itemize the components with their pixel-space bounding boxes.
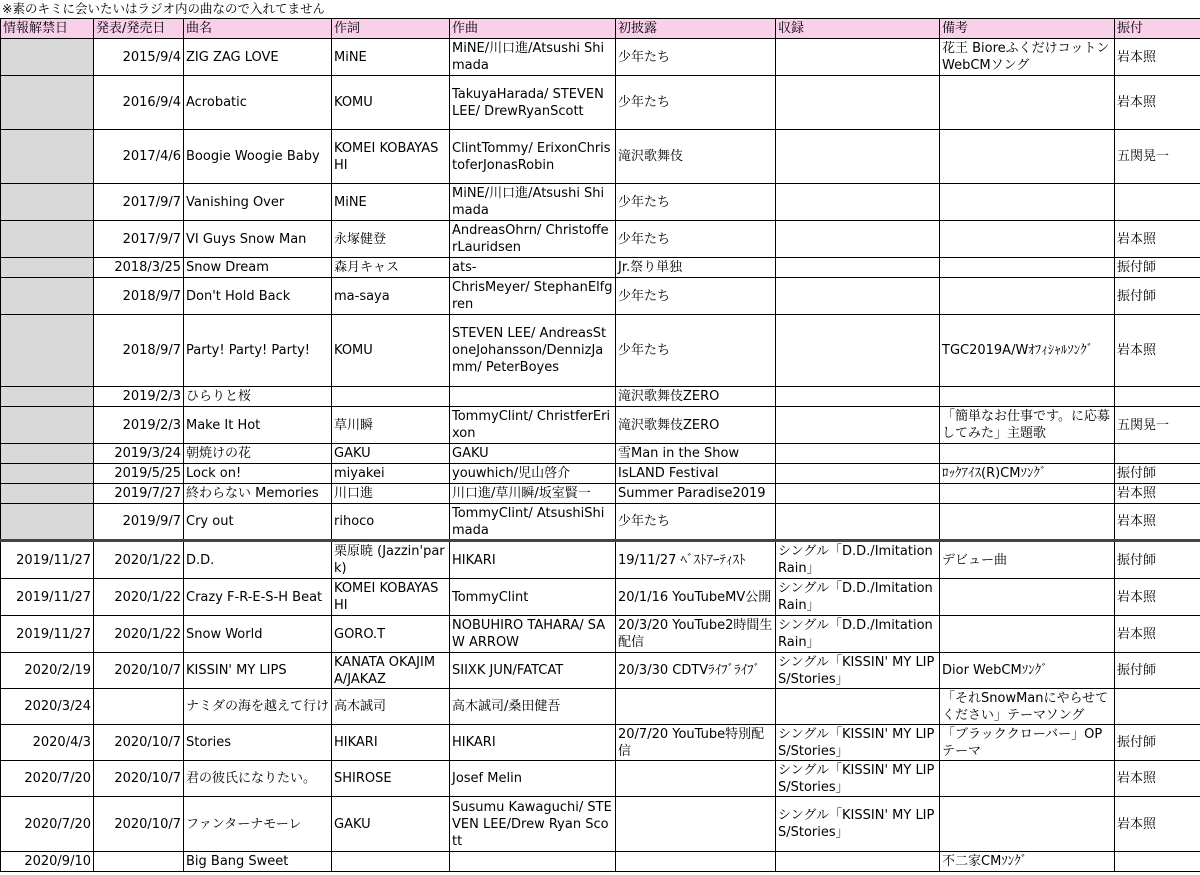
cell-release: 2020/10/7 — [94, 725, 184, 761]
cell-lyrics: 森月キャス — [332, 258, 450, 278]
cell-debut: 少年たち — [616, 184, 776, 221]
cell-composer: MiNE/川口進/Atsushi Shimada — [450, 39, 616, 76]
cell-debut: 少年たち — [616, 278, 776, 315]
table-row — [1, 616, 1200, 653]
cell-choreo: 振付師 — [1115, 653, 1200, 689]
cell-release: 2015/9/4 — [94, 39, 184, 76]
cell-release: 2020/1/22 — [94, 541, 184, 579]
cell-composer: GAKU — [450, 444, 616, 464]
cell-debut: 雪Man in the Show — [616, 444, 776, 464]
cell-debut: 少年たち — [616, 221, 776, 258]
cell-debut — [616, 797, 776, 852]
cell-recording: シングル「D.D./Imitation Rain」 — [776, 616, 940, 653]
cell-lyrics: KOMU — [332, 76, 450, 130]
cell-lyrics: MiNE — [332, 184, 450, 221]
cell-release: 2018/9/7 — [94, 315, 184, 387]
cell-info: 2019/11/27 — [1, 579, 94, 616]
table-row — [1, 315, 1200, 387]
cell-notes: 不二家CMｿﾝｸﾞ — [940, 852, 1115, 872]
cell-release: 2019/9/7 — [94, 504, 184, 541]
cell-choreo — [1115, 852, 1200, 872]
cell-composer: NOBUHIRO TAHARA/ SAW ARROW — [450, 616, 616, 653]
cell-debut: 少年たち — [616, 76, 776, 130]
cell-recording — [776, 387, 940, 407]
cell-title: 終わらない Memories — [184, 484, 332, 504]
cell-title: Boogie Woogie Baby — [184, 130, 332, 184]
cell-info: 2020/7/20 — [1, 761, 94, 797]
table-row — [1, 130, 1200, 184]
table-row — [1, 761, 1200, 797]
cell-title: KISSIN' MY LIPS — [184, 653, 332, 689]
footnote: ※素のキミに会いたいはラジオ内の曲なので入れてません — [2, 1, 325, 16]
header-release-date: 発表/発売日 — [94, 19, 184, 39]
cell-lyrics: 川口進 — [332, 484, 450, 504]
cell-choreo: 岩本照 — [1115, 797, 1200, 852]
cell-title: Cry out — [184, 504, 332, 541]
cell-lyrics: KANATA OKAJIMA/JAKAZ — [332, 653, 450, 689]
cell-info: 2020/7/20 — [1, 797, 94, 852]
table-row — [1, 689, 1200, 725]
cell-info — [1, 407, 94, 444]
cell-lyrics — [332, 852, 450, 872]
cell-composer: SIIXK JUN/FATCAT — [450, 653, 616, 689]
cell-recording — [776, 484, 940, 504]
cell-choreo: 振付師 — [1115, 464, 1200, 484]
cell-choreo: 岩本照 — [1115, 39, 1200, 76]
cell-debut — [616, 852, 776, 872]
cell-composer: Josef Melin — [450, 761, 616, 797]
cell-release: 2020/10/7 — [94, 797, 184, 852]
cell-release: 2020/10/7 — [94, 653, 184, 689]
cell-notes: 「簡単なお仕事です。に応募してみた」主題歌 — [940, 407, 1115, 444]
cell-recording: シングル「D.D./Imitation Rain」 — [776, 579, 940, 616]
cell-composer: HIKARI — [450, 541, 616, 579]
cell-lyrics: rihoco — [332, 504, 450, 541]
cell-title: ナミダの海を越えて行け — [184, 689, 332, 725]
cell-composer: ClintTommy/ ErixonChristoferJonasRobin — [450, 130, 616, 184]
cell-release: 2020/1/22 — [94, 579, 184, 616]
cell-recording: シングル「D.D./Imitation Rain」 — [776, 541, 940, 579]
cell-recording: シングル「KISSIN' MY LIPS/Stories」 — [776, 761, 940, 797]
cell-recording — [776, 407, 940, 444]
cell-title: Snow World — [184, 616, 332, 653]
table-row — [1, 541, 1200, 579]
cell-title: 君の彼氏になりたい。 — [184, 761, 332, 797]
cell-choreo: 五関晃一 — [1115, 130, 1200, 184]
cell-lyrics: ma-saya — [332, 278, 450, 315]
cell-debut: 滝沢歌舞伎ZERO — [616, 407, 776, 444]
cell-notes: Dior WebCMｿﾝｸﾞ — [940, 653, 1115, 689]
header-lyrics: 作詞 — [332, 19, 450, 39]
header-title: 曲名 — [184, 19, 332, 39]
cell-lyrics: 草川瞬 — [332, 407, 450, 444]
cell-info — [1, 39, 94, 76]
cell-composer: TakuyaHarada/ STEVEN LEE/ DrewRyanScott — [450, 76, 616, 130]
table-row — [1, 39, 1200, 76]
cell-recording — [776, 221, 940, 258]
cell-choreo: 振付師 — [1115, 541, 1200, 579]
cell-info: 2019/11/27 — [1, 541, 94, 579]
table-row — [1, 484, 1200, 504]
cell-choreo: 振付師 — [1115, 725, 1200, 761]
cell-notes — [940, 76, 1115, 130]
cell-debut: 滝沢歌舞伎 — [616, 130, 776, 184]
cell-title: D.D. — [184, 541, 332, 579]
cell-notes — [940, 797, 1115, 852]
cell-recording — [776, 315, 940, 387]
table-row — [1, 258, 1200, 278]
cell-notes — [940, 484, 1115, 504]
cell-composer — [450, 387, 616, 407]
cell-title: ZIG ZAG LOVE — [184, 39, 332, 76]
cell-lyrics: miyakei — [332, 464, 450, 484]
cell-info — [1, 444, 94, 464]
cell-choreo: 岩本照 — [1115, 504, 1200, 541]
cell-notes: 花王 Bioreふくだけコットン WebCMソング — [940, 39, 1115, 76]
cell-notes — [940, 504, 1115, 541]
cell-release — [94, 689, 184, 725]
cell-composer: AndreasOhrn/ ChristofferLauridsen — [450, 221, 616, 258]
cell-composer: Susumu Kawaguchi/ STEVEN LEE/Drew Ryan Scott — [450, 797, 616, 852]
cell-notes — [940, 130, 1115, 184]
cell-info: 2020/3/24 — [1, 689, 94, 725]
cell-info — [1, 184, 94, 221]
cell-notes — [940, 579, 1115, 616]
table-row — [1, 653, 1200, 689]
cell-notes: TGC2019A/Wｵﾌｨｼｬﾙｿﾝｸﾞ — [940, 315, 1115, 387]
cell-notes: 「それSnowManにやらせてください」テーマソング — [940, 689, 1115, 725]
cell-info: 2019/11/27 — [1, 616, 94, 653]
cell-choreo: 岩本照 — [1115, 315, 1200, 387]
cell-lyrics: 永塚健登 — [332, 221, 450, 258]
cell-debut: 20/7/20 YouTube特別配信 — [616, 725, 776, 761]
table-row — [1, 504, 1200, 541]
cell-choreo: 岩本照 — [1115, 761, 1200, 797]
table-row — [1, 184, 1200, 221]
cell-release: 2019/3/24 — [94, 444, 184, 464]
cell-notes — [940, 761, 1115, 797]
cell-title: Big Bang Sweet — [184, 852, 332, 872]
header-choreo: 振付 — [1115, 19, 1200, 39]
cell-choreo: 振付師 — [1115, 258, 1200, 278]
cell-debut: 少年たち — [616, 504, 776, 541]
cell-debut: 少年たち — [616, 39, 776, 76]
cell-composer: MiNE/川口進/Atsushi Shimada — [450, 184, 616, 221]
cell-recording — [776, 278, 940, 315]
cell-composer — [450, 852, 616, 872]
cell-release: 2016/9/4 — [94, 76, 184, 130]
cell-title: Crazy F-R-E-S-H Beat — [184, 579, 332, 616]
cell-debut: 滝沢歌舞伎ZERO — [616, 387, 776, 407]
cell-notes — [940, 221, 1115, 258]
cell-info — [1, 387, 94, 407]
cell-choreo: 五関晃一 — [1115, 407, 1200, 444]
cell-recording — [776, 184, 940, 221]
cell-lyrics: KOMU — [332, 315, 450, 387]
table-row — [1, 76, 1200, 130]
cell-composer: STEVEN LEE/ AndreasStoneJohansson/DennizJamm/ PeterBoyes — [450, 315, 616, 387]
cell-composer: HIKARI — [450, 725, 616, 761]
table-row — [1, 725, 1200, 761]
cell-debut: IsLAND Festival — [616, 464, 776, 484]
cell-debut: 20/3/20 YouTube2時間生配信 — [616, 616, 776, 653]
cell-choreo — [1115, 387, 1200, 407]
cell-release: 2019/7/27 — [94, 484, 184, 504]
cell-title: Vanishing Over — [184, 184, 332, 221]
cell-title: Acrobatic — [184, 76, 332, 130]
cell-notes: デビュー曲 — [940, 541, 1115, 579]
cell-lyrics — [332, 387, 450, 407]
cell-composer: TommyClint/ ChristferErixon — [450, 407, 616, 444]
table-row — [1, 852, 1200, 872]
cell-composer: 川口進/草川瞬/坂室賢一 — [450, 484, 616, 504]
header-debut: 初披露 — [616, 19, 776, 39]
cell-info — [1, 504, 94, 541]
table-row — [1, 797, 1200, 852]
cell-lyrics: GORO.T — [332, 616, 450, 653]
cell-release: 2017/4/6 — [94, 130, 184, 184]
cell-lyrics: GAKU — [332, 797, 450, 852]
cell-composer: youwhich/児山啓介 — [450, 464, 616, 484]
table-row — [1, 278, 1200, 315]
cell-recording — [776, 504, 940, 541]
cell-title: ファンターナモーレ — [184, 797, 332, 852]
table-row — [1, 221, 1200, 258]
cell-composer: ats- — [450, 258, 616, 278]
cell-lyrics: GAKU — [332, 444, 450, 464]
cell-choreo: 岩本照 — [1115, 221, 1200, 258]
cell-notes — [940, 387, 1115, 407]
cell-debut — [616, 689, 776, 725]
cell-title: Snow Dream — [184, 258, 332, 278]
cell-debut: 少年たち — [616, 315, 776, 387]
cell-debut: Summer Paradise2019 — [616, 484, 776, 504]
cell-recording: シングル「KISSIN' MY LIPS/Stories」 — [776, 653, 940, 689]
cell-composer: TommyClint/ AtsushiShimada — [450, 504, 616, 541]
cell-debut — [616, 761, 776, 797]
cell-release: 2019/2/3 — [94, 407, 184, 444]
cell-debut: 20/3/30 CDTVﾗｲﾌﾞﾗｲﾌﾞ — [616, 653, 776, 689]
cell-lyrics: KOMEI KOBAYASHI — [332, 579, 450, 616]
header-row — [1, 19, 1200, 39]
cell-info: 2020/2/19 — [1, 653, 94, 689]
cell-info: 2020/9/10 — [1, 852, 94, 872]
cell-choreo — [1115, 689, 1200, 725]
header-info-date: 情報解禁日 — [1, 19, 94, 39]
header-notes: 備考 — [940, 19, 1115, 39]
cell-release — [94, 852, 184, 872]
cell-notes — [940, 184, 1115, 221]
cell-recording — [776, 689, 940, 725]
cell-title: Make It Hot — [184, 407, 332, 444]
cell-release: 2017/9/7 — [94, 221, 184, 258]
table-row — [1, 444, 1200, 464]
table-row — [1, 579, 1200, 616]
cell-debut: 20/1/16 YouTubeMV公開 — [616, 579, 776, 616]
cell-choreo: 岩本照 — [1115, 484, 1200, 504]
cell-recording — [776, 464, 940, 484]
cell-choreo — [1115, 444, 1200, 464]
cell-info — [1, 278, 94, 315]
cell-recording — [776, 39, 940, 76]
cell-recording — [776, 444, 940, 464]
cell-composer: 高木誠司/桑田健吾 — [450, 689, 616, 725]
cell-notes — [940, 616, 1115, 653]
cell-lyrics: KOMEI KOBAYASHI — [332, 130, 450, 184]
cell-composer: TommyClint — [450, 579, 616, 616]
cell-lyrics: SHIROSE — [332, 761, 450, 797]
table-row — [1, 387, 1200, 407]
cell-info — [1, 464, 94, 484]
cell-recording — [776, 76, 940, 130]
cell-title: VI Guys Snow Man — [184, 221, 332, 258]
cell-title: ひらりと桜 — [184, 387, 332, 407]
cell-release: 2018/9/7 — [94, 278, 184, 315]
cell-notes: 「ブラッククローバー」OPテーマ — [940, 725, 1115, 761]
cell-lyrics: MiNE — [332, 39, 450, 76]
cell-info — [1, 484, 94, 504]
cell-choreo: 岩本照 — [1115, 76, 1200, 130]
cell-release: 2017/9/7 — [94, 184, 184, 221]
header-composer: 作曲 — [450, 19, 616, 39]
cell-debut: 19/11/27 ﾍﾞｽﾄｱｰﾃｨｽﾄ — [616, 541, 776, 579]
cell-recording: シングル「KISSIN' MY LIPS/Stories」 — [776, 725, 940, 761]
cell-choreo: 振付師 — [1115, 278, 1200, 315]
cell-title: 朝焼けの花 — [184, 444, 332, 464]
cell-title: Don't Hold Back — [184, 278, 332, 315]
cell-title: Stories — [184, 725, 332, 761]
table-row — [1, 407, 1200, 444]
cell-lyrics: HIKARI — [332, 725, 450, 761]
cell-notes — [940, 278, 1115, 315]
cell-title: Party! Party! Party! — [184, 315, 332, 387]
cell-recording — [776, 852, 940, 872]
cell-release: 2019/2/3 — [94, 387, 184, 407]
cell-title: Lock on! — [184, 464, 332, 484]
cell-lyrics: 栗原暁 (Jazzin'park) — [332, 541, 450, 579]
cell-release: 2018/3/25 — [94, 258, 184, 278]
cell-choreo: 岩本照 — [1115, 579, 1200, 616]
cell-release: 2020/10/7 — [94, 761, 184, 797]
cell-info — [1, 258, 94, 278]
cell-recording: シングル「KISSIN' MY LIPS/Stories」 — [776, 797, 940, 852]
cell-recording — [776, 130, 940, 184]
cell-recording — [776, 258, 940, 278]
table-row — [1, 464, 1200, 484]
song-table — [0, 18, 1200, 872]
header-recording: 収録 — [776, 19, 940, 39]
cell-debut: Jr.祭り単独 — [616, 258, 776, 278]
cell-notes — [940, 258, 1115, 278]
cell-choreo — [1115, 184, 1200, 221]
cell-lyrics: 高木誠司 — [332, 689, 450, 725]
cell-choreo: 岩本照 — [1115, 616, 1200, 653]
cell-info — [1, 221, 94, 258]
cell-info — [1, 315, 94, 387]
cell-info — [1, 130, 94, 184]
cell-notes: ﾛｯｸｱｲｽ(R)CMｿﾝｸﾞ — [940, 464, 1115, 484]
cell-release: 2020/1/22 — [94, 616, 184, 653]
cell-info: 2020/4/3 — [1, 725, 94, 761]
cell-info — [1, 76, 94, 130]
cell-release: 2019/5/25 — [94, 464, 184, 484]
cell-composer: ChrisMeyer/ StephanElfgren — [450, 278, 616, 315]
cell-notes — [940, 444, 1115, 464]
